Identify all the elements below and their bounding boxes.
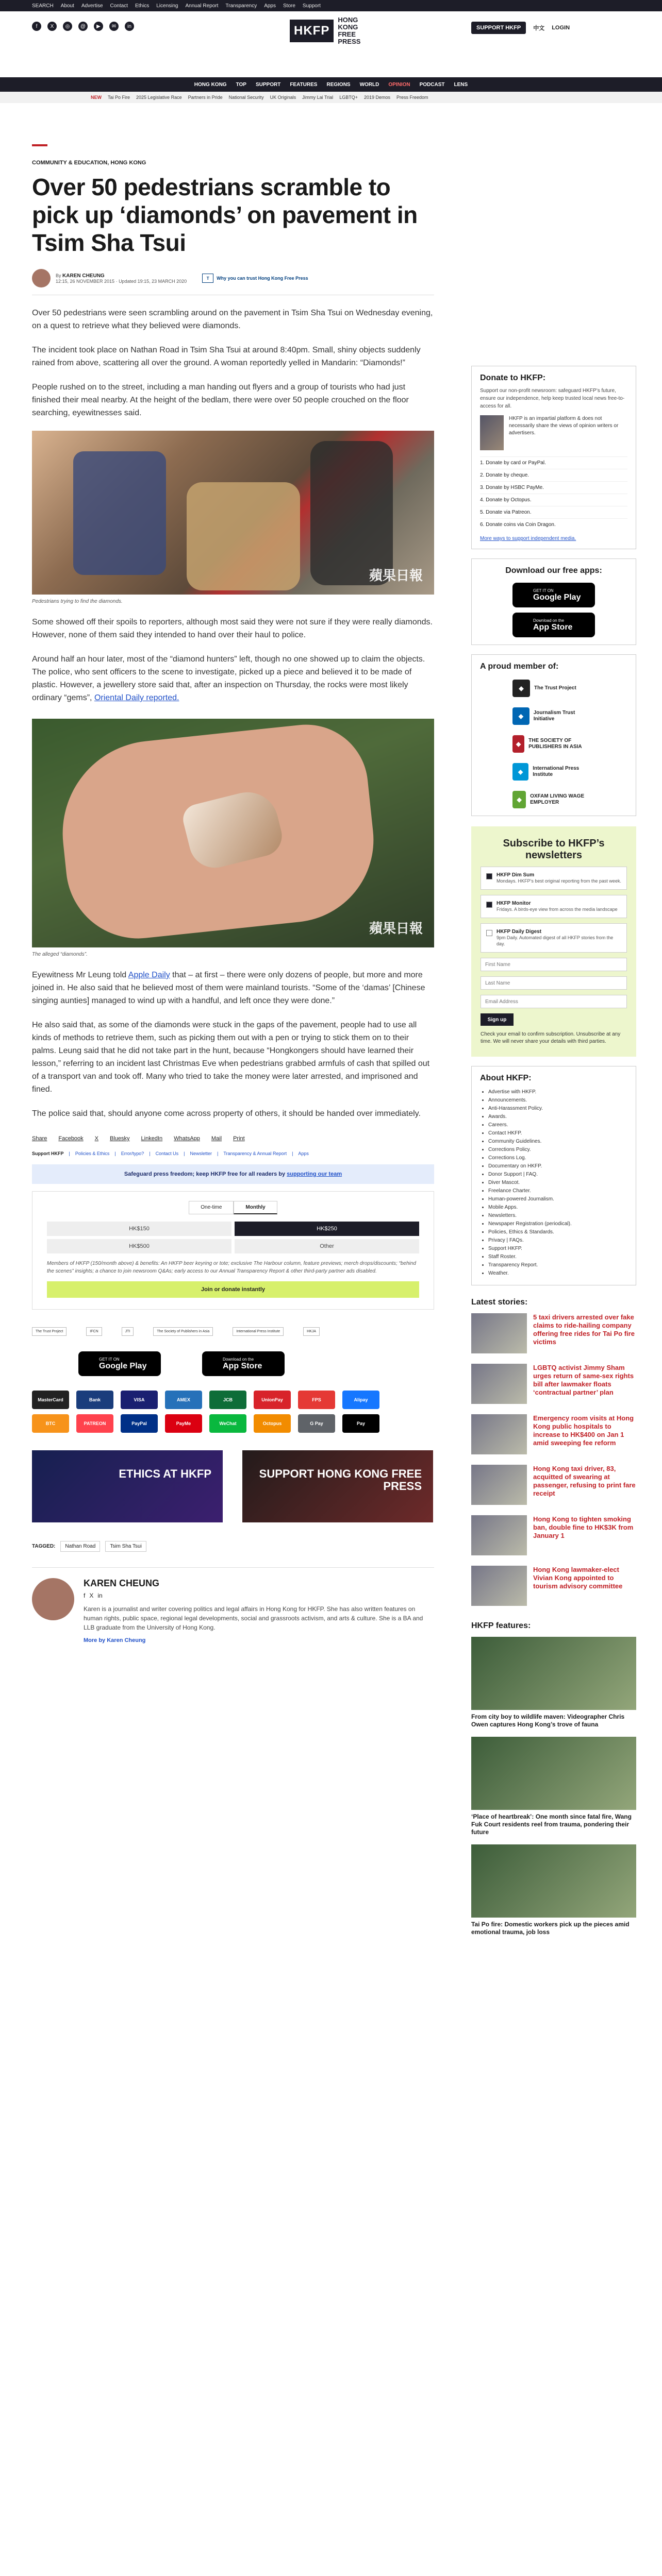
author-bio: Karen is a journalist and writer covering politics and legal affairs in Hong Kong for HKFP. She has also written features on human rights, public space, regional legal developments, social and grassroots activism, and arts & culture. She is a BA and LLB graduate from the University of Hong Kong.: [84, 1605, 423, 1631]
payment-logo: WeChat: [209, 1414, 246, 1433]
article-photo-crowd[interactable]: [32, 431, 434, 595]
apps-title: Download our free apps:: [505, 566, 602, 575]
topbar-about[interactable]: About: [60, 3, 74, 9]
nav-lens[interactable]: LENS: [454, 81, 468, 88]
newsletter-link[interactable]: Newsletter: [190, 1151, 212, 1156]
features-list: [471, 1637, 636, 1936]
share-x[interactable]: X: [94, 1136, 99, 1142]
membership-benefits: Members of HKFP (150/month above) & benefits: An HKFP beer keyring or tote; exclusive The Harbour column, feature previews; merch drops/discounts; “behind the scenes” insights; a chance to join newsroom Q&As; early access to our Annual Transparency Report & other third-party partner ads disabled.: [47, 1261, 416, 1274]
donation-method[interactable]: 1. Donate by card or PayPal.: [480, 456, 627, 469]
donation-method[interactable]: 4. Donate by Octopus.: [480, 494, 627, 506]
author-avatar[interactable]: [32, 269, 51, 287]
app-store-badges: [32, 1351, 434, 1376]
amount-500[interactable]: HK$500: [47, 1239, 231, 1253]
partner-logo[interactable]: International Press Institute: [233, 1327, 284, 1336]
paragraph: Eyewitness Mr Leung told Apple Daily that – at first – there were only dozens of people, but more and more joined in. He also said that he believed most of them were mainland tourists. “Some of the ‘damas’ [Chinese singing aunties] managed to wind up with a handful, and left once they were done.”: [32, 971, 425, 1005]
donation-method[interactable]: 6. Donate coins via Coin Dragon.: [480, 518, 627, 531]
trending-tag[interactable]: Partners in Pride: [188, 95, 223, 100]
feature-headline[interactable]: Tai Po fire: Domestic workers pick up the pieces amid emotional trauma, job loss: [471, 1921, 630, 1936]
latest-story[interactable]: [471, 1364, 636, 1404]
apps-panel: [471, 558, 636, 645]
member-logo-icon: ◆: [512, 735, 524, 753]
about-link[interactable]: • Newsletters.: [488, 1212, 627, 1220]
author-link[interactable]: KAREN CHEUNG: [62, 273, 105, 279]
about-link[interactable]: • Advertise with HKFP.: [488, 1088, 627, 1096]
payment-logo: PATREON: [76, 1414, 113, 1433]
partner-logo[interactable]: HKJA: [303, 1327, 320, 1336]
main-nav: [0, 77, 662, 92]
trending-tag[interactable]: Press Freedom: [396, 95, 428, 100]
new-badge: NEW: [91, 95, 102, 100]
more-ways-link[interactable]: More ways to support independent media.: [480, 536, 576, 541]
donate-panel: [471, 366, 636, 549]
error-typo-link[interactable]: Error/typo?: [121, 1151, 144, 1156]
about-link[interactable]: • Human-powered Journalism.: [488, 1195, 627, 1204]
latest-story[interactable]: [471, 1566, 636, 1606]
topbar-apps[interactable]: Apps: [264, 3, 276, 9]
trust-label: Why you can trust Hong Kong Free Press: [217, 276, 308, 281]
utility-bar: [0, 0, 662, 11]
app-store-badge[interactable]: Download on the App Store: [202, 1351, 285, 1376]
donation-widget: [32, 1191, 434, 1310]
site-header: [0, 11, 662, 77]
about-link[interactable]: • Announcements.: [488, 1096, 627, 1105]
paragraph: Over 50 pedestrians were seen scrambling around on the pavement in Tsim Sha Tsui on Wednesday evening, on a quest to retrieve what they believed were diamonds.: [32, 309, 433, 330]
about-link[interactable]: • Awards.: [488, 1113, 627, 1121]
share-print[interactable]: Print: [233, 1136, 245, 1142]
site-logo[interactable]: [290, 16, 376, 45]
bracket-text: HKFP is an impartial platform & does not necessarily share the views of opinion writers or advertisers.: [509, 416, 619, 436]
latest-story[interactable]: [471, 1465, 636, 1505]
trending-tag[interactable]: LGBTQ+: [339, 95, 358, 100]
transparency-link[interactable]: Transparency & Annual Report: [223, 1151, 287, 1156]
trending-tag[interactable]: UK Originals: [270, 95, 296, 100]
payment-logo: PayPal: [121, 1414, 158, 1433]
article-title: Over 50 pedestrians scramble to pick up ‘diamonds’ on pavement in Tsim Sha Tsui: [32, 174, 418, 256]
story-thumbnail[interactable]: [471, 1313, 527, 1353]
payment-logo: AMEX: [165, 1391, 202, 1409]
one-time-option[interactable]: One-time: [189, 1201, 234, 1214]
support-hkfp-button[interactable]: SUPPORT HKFP: [471, 22, 526, 34]
paragraph: The incident took place on Nathan Road in Tsim Sha Tsui at around 8:40pm. Small, shiny objects suddenly rained from above, scattering all over the ground. A woman reportedly yelled in Mandarin: “Diamonds!”: [32, 346, 421, 367]
login-link[interactable]: LOGIN: [552, 25, 570, 31]
linkedin-icon[interactable]: in: [125, 22, 134, 31]
trust-link[interactable]: [202, 274, 308, 283]
google-play-badge[interactable]: GET IT ON Google Play: [512, 583, 595, 607]
sidebar: [471, 366, 636, 1936]
instagram-icon[interactable]: ◎: [63, 22, 72, 31]
article: [32, 144, 434, 1643]
payment-logo: PayMe: [165, 1414, 202, 1433]
payment-logo: Bank: [76, 1391, 113, 1409]
tag-list: [32, 1541, 434, 1552]
trending-tag[interactable]: 2025 Legislative Race: [136, 95, 182, 100]
first-name-input[interactable]: [481, 958, 627, 971]
feature-image[interactable]: [471, 1737, 636, 1810]
member-org[interactable]: [512, 763, 595, 781]
story-thumbnail[interactable]: [471, 1364, 527, 1404]
photo-watermark: 蘋果日報: [369, 921, 423, 937]
author-name[interactable]: KAREN CHEUNG: [84, 1578, 160, 1588]
topbar-advertise[interactable]: Advertise: [81, 3, 103, 9]
about-link[interactable]: • Contact HKFP.: [488, 1129, 627, 1138]
topbar-search[interactable]: SEARCH: [32, 3, 54, 9]
app-store-badge[interactable]: Download on the App Store: [512, 613, 595, 637]
share-facebook[interactable]: Facebook: [58, 1136, 84, 1142]
email-input[interactable]: [481, 995, 627, 1008]
newsletter-signup: [471, 826, 636, 1057]
by-label: By: [56, 273, 61, 278]
story-thumbnail[interactable]: [471, 1414, 527, 1454]
features-title: HKFP features:: [471, 1621, 531, 1630]
feature-story[interactable]: [471, 1844, 636, 1936]
trending-tag[interactable]: Tai Po Fire: [108, 95, 130, 100]
trending-tags: [0, 92, 662, 103]
newsletter-title: Subscribe to HKFP’s newsletters: [503, 838, 605, 861]
bracket-image: [480, 415, 504, 450]
about-link[interactable]: • Support HKFP.: [488, 1245, 627, 1253]
oriental-daily-link[interactable]: Oriental Daily reported.: [94, 693, 179, 702]
donation-methods: [480, 456, 627, 531]
topbar-contact[interactable]: Contact: [110, 3, 128, 9]
paragraph: The police said that, should anyone come across property of others, it should be handed over immediately.: [32, 1109, 421, 1118]
language-link[interactable]: 中文: [533, 25, 545, 31]
facebook-icon[interactable]: f: [84, 1592, 86, 1599]
contact-link[interactable]: Contact Us: [155, 1151, 179, 1156]
amount-other[interactable]: Other: [235, 1239, 419, 1253]
photo-caption: Pedestrians trying to find the diamonds.: [32, 599, 123, 604]
feature-image[interactable]: [471, 1637, 636, 1710]
join-donate-button[interactable]: Join or donate instantly: [47, 1281, 419, 1298]
about-link[interactable]: • Community Guidelines.: [488, 1138, 627, 1146]
article-footer-links: Support HKFP | Policies & Ethics | Error/typo? | Contact Us | Newsletter | Transparency & Annual Report | Apps: [32, 1151, 309, 1156]
payment-logo: G Pay: [298, 1414, 335, 1433]
topbar-support[interactable]: Support: [302, 3, 321, 9]
checkbox[interactable]: [486, 873, 492, 879]
support-promo[interactable]: SUPPORT HONG KONG FREE PRESS: [242, 1450, 433, 1522]
feature-headline[interactable]: From city boy to wildlife maven: Videographer Chris Owen captures Hong Kong’s trove of fauna: [471, 1713, 625, 1728]
about-link[interactable]: • Corrections Policy.: [488, 1146, 627, 1154]
partner-logo[interactable]: The Trust Project: [32, 1327, 67, 1336]
author-box: [32, 1567, 434, 1643]
payment-logo: BTC: [32, 1414, 69, 1433]
story-headline[interactable]: Hong Kong lawmaker-elect Vivian Kong appointed to tourism advisory committee: [533, 1566, 623, 1590]
member-name: Journalism Trust Initiative: [533, 710, 575, 722]
payment-logo: MasterCard: [32, 1391, 69, 1409]
payment-logo: Octopus: [254, 1414, 291, 1433]
safeguard-banner: [32, 1164, 434, 1184]
features-panel: [471, 1621, 636, 1936]
logo-mark: HKFP: [290, 20, 334, 42]
about-links: [480, 1088, 627, 1278]
payment-logo: JCB: [209, 1391, 246, 1409]
about-title: About HKFP:: [480, 1074, 532, 1082]
promo-banners: [32, 1450, 434, 1522]
policies-link[interactable]: Policies & Ethics: [75, 1151, 110, 1156]
about-panel: [471, 1066, 636, 1285]
photo-caption: The alleged “diamonds”.: [32, 952, 88, 957]
article-photo-diamonds[interactable]: [32, 719, 434, 947]
apple-daily-link[interactable]: Apple Daily: [128, 971, 170, 979]
story-headline[interactable]: Hong Kong to tighten smoking ban, double fine to HK$3K from January 1: [533, 1515, 634, 1539]
story-headline[interactable]: Hong Kong taxi driver, 83, acquitted of swearing at passenger, refusing to print fare receipt: [533, 1465, 636, 1497]
about-link[interactable]: • Careers.: [488, 1121, 627, 1129]
newsletter-fineprint: Check your email to confirm subscription. Unsubscribe at any time. We will never share your details with third parties.: [481, 1031, 621, 1044]
about-link[interactable]: • Transparency Report.: [488, 1261, 627, 1269]
paragraph: People rushed on to the street, including a man handing out flyers and a group of tourists who had just finished their meal nearby. At the height of the bedlam, there were over 50 people crouched on the floor searching, eyewitnesses said.: [32, 383, 409, 417]
sidebar-store-badges: [480, 583, 627, 637]
share-mail[interactable]: Mail: [211, 1136, 222, 1142]
topbar-annual-report[interactable]: Annual Report: [185, 3, 219, 9]
story-thumbnail[interactable]: [471, 1566, 527, 1606]
member-org[interactable]: [512, 680, 595, 697]
story-thumbnail[interactable]: [471, 1515, 527, 1555]
about-link[interactable]: • Policies, Ethics & Standards.: [488, 1228, 627, 1236]
donate-title: Donate to HKFP:: [480, 374, 546, 382]
about-link[interactable]: • Staff Roster.: [488, 1253, 627, 1261]
share-label[interactable]: Share: [32, 1136, 47, 1142]
about-link[interactable]: • Anti-Harassment Policy.: [488, 1105, 627, 1113]
more-by-author-link[interactable]: More by Karen Cheung: [84, 1637, 146, 1643]
logo-words: HONG KONG FREE PRESS: [338, 16, 361, 45]
nav-hong-kong[interactable]: HONG KONG: [194, 81, 227, 88]
paragraph: Around half an hour later, most of the “diamond hunters” left, though no one showed up to claim the objects. The police, who sent officers to the scene to investigate, picked up a piece and believed it to be made of plastic. However, a jewellery store said that, after an inspection on Thursday, the rocks were most likely ordinary “gems”, Oriental Daily reported.: [32, 655, 425, 702]
partner-logo[interactable]: The Society of Publishers in Asia: [153, 1327, 213, 1336]
member-name: International Press Institute: [533, 766, 580, 777]
ethics-promo[interactable]: ETHICS AT HKFP: [32, 1450, 223, 1522]
supporting-team-link[interactable]: supporting our team: [287, 1171, 342, 1177]
topbar-licensing[interactable]: Licensing: [156, 3, 178, 9]
nav-regions[interactable]: REGIONS: [326, 81, 351, 88]
member-logo-icon: ◆: [512, 707, 529, 725]
tagged-label: TAGGED:: [32, 1544, 56, 1549]
author-photo[interactable]: [32, 1578, 74, 1620]
donation-method[interactable]: 3. Donate by HSBC PayMe.: [480, 481, 627, 494]
payment-logo: UnionPay: [254, 1391, 291, 1409]
member-logo-icon: ◆: [512, 680, 530, 697]
partner-logos: [32, 1327, 434, 1336]
author-social: [84, 1592, 434, 1599]
feature-story[interactable]: [471, 1637, 636, 1728]
linkedin-icon[interactable]: in: [97, 1592, 103, 1599]
trending-tag[interactable]: Jimmy Lai Trial: [302, 95, 334, 100]
trending-tag[interactable]: National Security: [228, 95, 264, 100]
payment-logo: Pay: [342, 1414, 379, 1433]
share-whatsapp[interactable]: WhatsApp: [174, 1136, 200, 1142]
member-org[interactable]: [512, 707, 595, 725]
payment-logo: Alipay: [342, 1391, 379, 1409]
trust-icon: T: [202, 274, 213, 283]
member-org[interactable]: [512, 735, 595, 753]
story-headline[interactable]: 5 taxi drivers arrested over fake claims to ride-hailing company offering free rides for Tai Po fire victims: [533, 1313, 635, 1346]
payment-logo: VISA: [121, 1391, 158, 1409]
feature-headline[interactable]: ‘Place of heartbreak’: One month since fatal fire, Wang Fuk Court residents reel from trauma, pondering their future: [471, 1813, 632, 1836]
last-name-input[interactable]: [481, 976, 627, 990]
nav-opinion[interactable]: OPINION: [388, 81, 410, 88]
payment-logo: FPS: [298, 1391, 335, 1409]
about-link[interactable]: • Diver Mascot.: [488, 1179, 627, 1187]
youtube-icon[interactable]: ▶: [94, 22, 103, 31]
nav-podcast[interactable]: PODCAST: [419, 81, 445, 88]
about-link[interactable]: • Freelance Charter.: [488, 1187, 627, 1195]
member-organisations: [480, 680, 627, 808]
nav-support[interactable]: SUPPORT: [255, 81, 281, 88]
about-link[interactable]: • Weather.: [488, 1269, 627, 1278]
article-category[interactable]: COMMUNITY & EDUCATION, HONG KONG: [32, 160, 146, 166]
tag-nathan-road[interactable]: Nathan Road: [60, 1541, 100, 1552]
support-hkfp-link[interactable]: Support HKFP: [32, 1151, 64, 1156]
donation-method[interactable]: 2. Donate by cheque.: [480, 469, 627, 481]
threads-icon[interactable]: @: [78, 22, 88, 31]
story-headline[interactable]: Emergency room visits at Hong Kong public hospitals to increase to HK$400 on Jan 1 amid sweeping fee reform: [533, 1414, 634, 1447]
member-logo-icon: ◆: [512, 791, 526, 808]
amount-grid: [47, 1222, 419, 1253]
latest-story[interactable]: [471, 1414, 636, 1454]
donate-intro: Support our non-profit newsroom: safeguard HKFP’s future, ensure our independence, help keep trusted local news free-to-access for all.: [480, 388, 625, 409]
bracket-note: [480, 415, 627, 450]
latest-story[interactable]: [471, 1313, 636, 1353]
payment-methods: [32, 1391, 434, 1433]
feature-story[interactable]: [471, 1737, 636, 1836]
byline: [32, 269, 434, 287]
member-title: A proud member of:: [480, 662, 559, 671]
about-link[interactable]: • Corrections Log.: [488, 1154, 627, 1162]
mail-icon[interactable]: ✉: [109, 22, 119, 31]
monthly-option[interactable]: Monthly: [234, 1201, 277, 1214]
newsletter-option[interactable]: HKFP Monitor Fridays. A birds-eye view from across the media landscape: [481, 895, 627, 918]
share-linkedin[interactable]: LinkedIn: [141, 1136, 163, 1142]
member-name: The Trust Project: [534, 685, 576, 691]
tag-tsim-sha-tsui[interactable]: Tsim Sha Tsui: [105, 1541, 146, 1552]
share-bar: [32, 1136, 434, 1142]
x-icon[interactable]: X: [47, 22, 57, 31]
member-logo-icon: ◆: [512, 763, 528, 781]
newsletter-option[interactable]: HKFP Dim Sum Mondays. HKFP’s best original reporting from the past week.: [481, 867, 627, 890]
photo-watermark: 蘋果日報: [369, 568, 423, 584]
nav-world[interactable]: WORLD: [359, 81, 379, 88]
share-bluesky[interactable]: Bluesky: [110, 1136, 130, 1142]
member-name: OXFAM LIVING WAGE EMPLOYER: [530, 793, 585, 805]
sign-up-button[interactable]: Sign up: [481, 1013, 514, 1026]
donation-method[interactable]: 5. Donate via Patreon.: [480, 506, 627, 518]
membership-panel: [471, 654, 636, 816]
topbar-store[interactable]: Store: [283, 3, 295, 9]
about-link[interactable]: • Mobile Apps.: [488, 1204, 627, 1212]
partner-logo[interactable]: IFCN: [86, 1327, 102, 1336]
member-name: THE SOCIETY OF PUBLISHERS IN ASIA: [528, 738, 582, 750]
safeguard-text: Safeguard press freedom; keep HKFP free for all readers by: [124, 1171, 286, 1177]
about-link[interactable]: • Documentary on HKFP.: [488, 1162, 627, 1171]
partner-logo[interactable]: JTI: [122, 1327, 134, 1336]
nav-top[interactable]: TOP: [236, 81, 246, 88]
feature-image[interactable]: [471, 1844, 636, 1918]
checkbox[interactable]: [486, 902, 492, 908]
about-link[interactable]: • Newspaper Registration (periodical).: [488, 1220, 627, 1228]
topbar-transparency[interactable]: Transparency: [225, 3, 257, 9]
x-icon[interactable]: X: [89, 1592, 94, 1599]
newsletter-option[interactable]: HKFP Daily Digest 9pm Daily. Automated digest of all HKFP stories from the day.: [481, 923, 627, 953]
topbar-ethics[interactable]: Ethics: [135, 3, 150, 9]
social-links: [32, 22, 134, 31]
paragraph: He also said that, as some of the diamonds were stuck in the gaps of the pavement, people had to use all kinds of methods to retrieve them, such as picking them out with a pen or trying to stick them on to their palms. Leung said that he did not take part in the hunt, because “Hongkongers should have learned their lesson,” referring to an incident last Christmas Eve when pedestrians grabbed armfuls of cash that spilled out of a transport van and took off. Many who tried to take the money were later arrested, and imprisoned and fined.: [32, 1021, 430, 1094]
nav-features[interactable]: FEATURES: [290, 81, 318, 88]
member-org[interactable]: [512, 791, 595, 808]
paragraph: Some showed off their spoils to reporters, although most said they were not sure if they were really diamonds. However, none of them said they intended to hand over their haul to police.: [32, 618, 433, 639]
google-play-badge[interactable]: GET IT ON Google Play: [78, 1351, 161, 1376]
story-thumbnail[interactable]: [471, 1465, 527, 1505]
header-actions: [471, 22, 570, 34]
facebook-icon[interactable]: f: [32, 22, 41, 31]
latest-list: [471, 1313, 636, 1606]
frequency-toggle: [47, 1201, 419, 1214]
apps-link[interactable]: Apps: [298, 1151, 309, 1156]
article-body: [32, 307, 434, 1120]
about-link[interactable]: • Privacy | FAQs.: [488, 1236, 627, 1245]
article-dates: 12:15, 26 NOVEMBER 2015 · Updated 19:15, 23 MARCH 2020: [56, 278, 187, 284]
trending-tag[interactable]: 2019 Demos: [363, 95, 390, 100]
about-link[interactable]: • Donor Support | FAQ.: [488, 1171, 627, 1179]
story-headline[interactable]: LGBTQ activist Jimmy Sham urges return of same-sex rights bill after lawmaker floats ‘contractual partner’ plan: [533, 1364, 634, 1396]
latest-stories: [471, 1298, 636, 1606]
latest-story[interactable]: [471, 1515, 636, 1555]
amount-250[interactable]: HK$250: [235, 1222, 419, 1236]
title-rule: [32, 144, 47, 146]
checkbox[interactable]: [486, 930, 492, 936]
latest-title: Latest stories:: [471, 1298, 528, 1307]
amount-150[interactable]: HK$150: [47, 1222, 231, 1236]
